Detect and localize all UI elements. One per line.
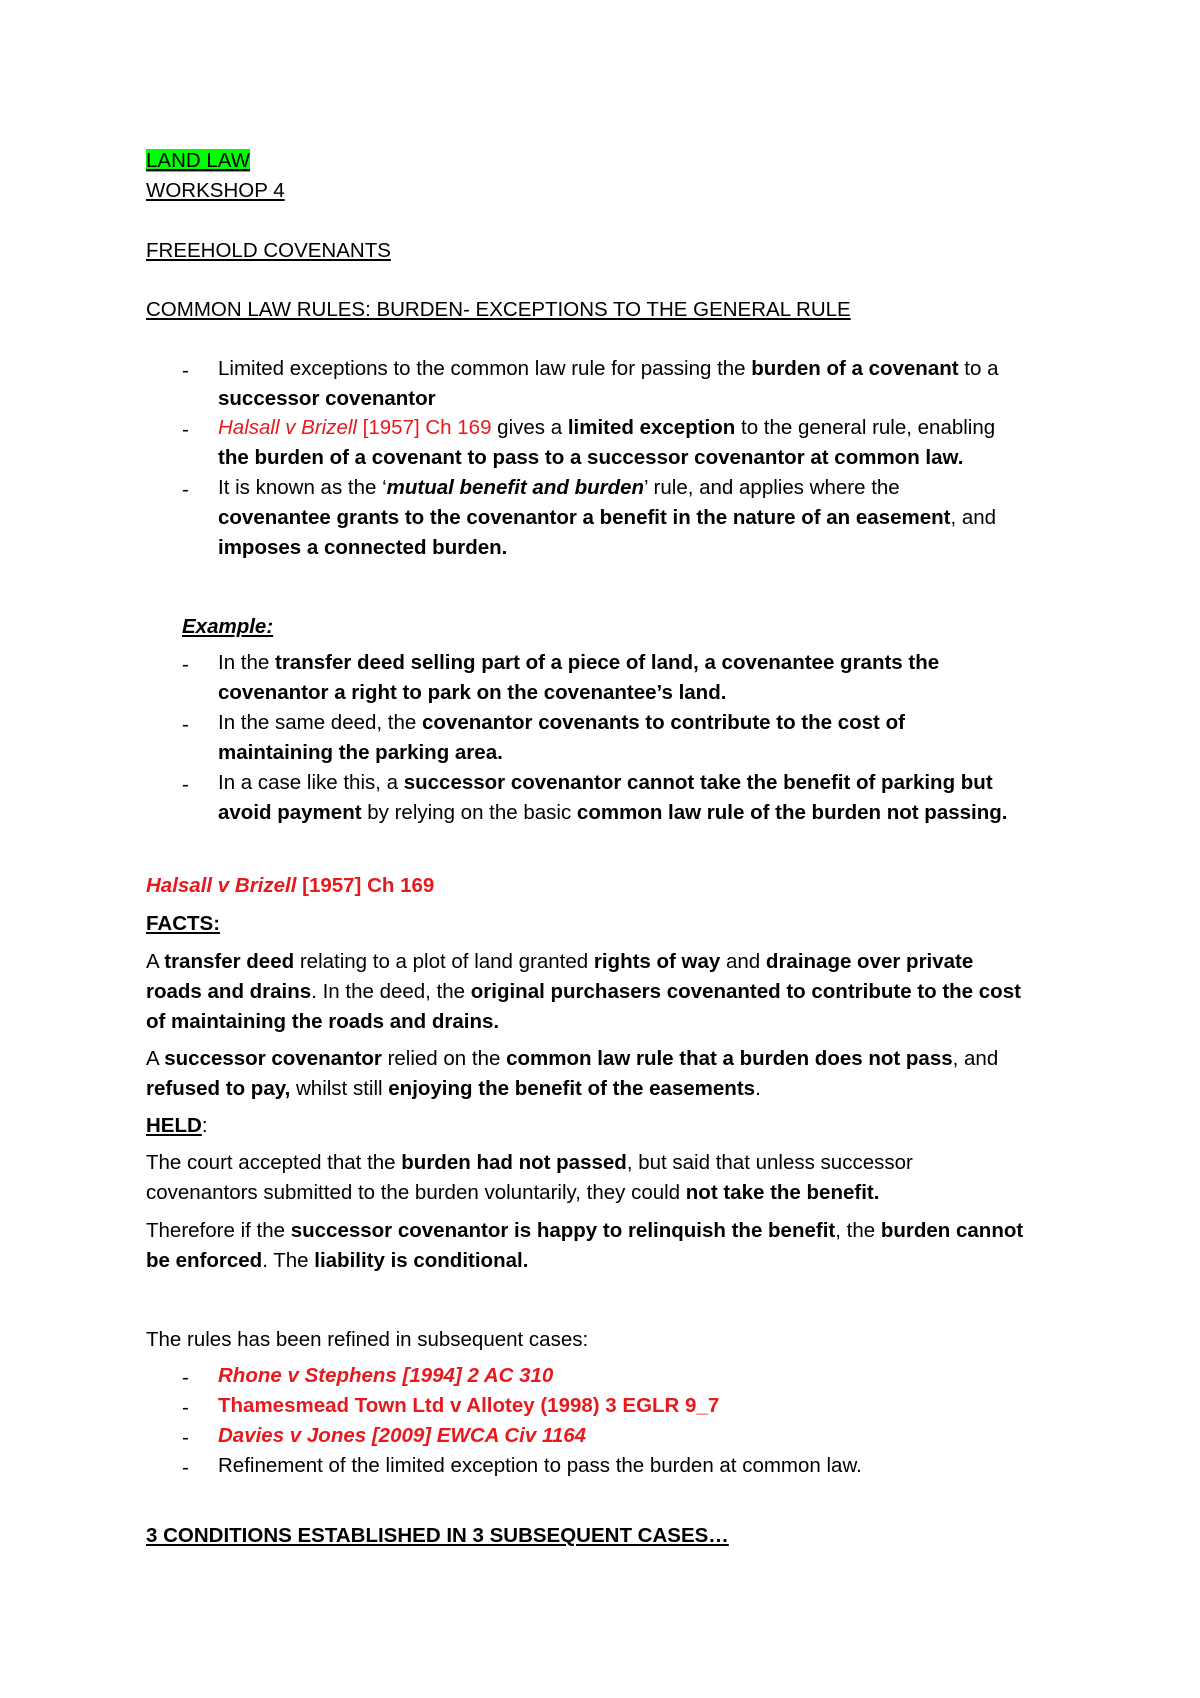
text-run: burden cannot bbox=[880, 1219, 1024, 1242]
text-run: liability is conditional. bbox=[314, 1249, 529, 1272]
held-text: HELD bbox=[146, 1114, 202, 1137]
example-bullet-3-line-1 bbox=[218, 773, 993, 794]
section-heading bbox=[146, 300, 851, 321]
text-run: burden had not passed bbox=[401, 1151, 627, 1174]
text-run: whilst still bbox=[290, 1077, 389, 1100]
intro-bullet-3-line-2 bbox=[218, 508, 996, 529]
held-p2-line-2 bbox=[146, 1251, 528, 1272]
refinement-note: Refinement of the limited exception to pass the burden at common law. bbox=[218, 1454, 862, 1477]
text-run: limited exception bbox=[567, 416, 736, 439]
example-bullet-1-line-1 bbox=[218, 653, 939, 674]
case-list-item: Rhone v Stephens [1994] 2 AC 310 bbox=[218, 1364, 554, 1387]
facts-p1-line-1 bbox=[146, 952, 973, 973]
text-run: . bbox=[755, 1077, 761, 1100]
bullet-dash: - bbox=[182, 1396, 189, 1419]
text-run: be enforced bbox=[146, 1249, 263, 1272]
workshop-text: WORKSHOP 4 bbox=[146, 179, 285, 202]
held-label bbox=[146, 1116, 208, 1137]
bullet-dash: - bbox=[182, 773, 189, 796]
text-run: covenantors submitted to the burden voluntarily, they could bbox=[146, 1181, 686, 1204]
conditions-heading: 3 CONDITIONS ESTABLISHED IN 3 SUBSEQUENT CASES… bbox=[146, 1524, 729, 1547]
text-run: enjoying the benefit of the easements bbox=[388, 1077, 756, 1100]
text-run: covenantor covenants to contribute to the cost of bbox=[422, 711, 905, 734]
facts-p2-line-1 bbox=[146, 1049, 998, 1070]
case-name: Halsall v Brizell bbox=[218, 416, 357, 439]
text-run: avoid payment bbox=[218, 801, 362, 824]
intro-bullet-1-line-1 bbox=[218, 359, 998, 380]
text-run: drainage over private bbox=[765, 950, 974, 973]
text-run: to the general rule, enabling bbox=[735, 416, 996, 439]
workshop-label bbox=[146, 181, 285, 202]
bullet-dash: - bbox=[182, 1456, 189, 1479]
text-run: In the bbox=[218, 651, 275, 674]
text-run: common law rule of the burden not passing. bbox=[576, 801, 1008, 824]
text-run: . The bbox=[262, 1249, 315, 1272]
intro-bullet-2-line-2: the burden of a covenant to pass to a successor covenantor at common law. bbox=[218, 446, 964, 469]
facts-p2-line-2 bbox=[146, 1079, 761, 1100]
text-run: , the bbox=[835, 1219, 881, 1242]
text-run: In a case like this, a bbox=[218, 771, 404, 794]
example-bullet-2-line-1 bbox=[218, 713, 905, 734]
intro-bullet-1-line-2: successor covenantor bbox=[218, 387, 436, 410]
case-citation: [1957] Ch 169 bbox=[296, 874, 435, 897]
text-run: not take the benefit. bbox=[685, 1181, 880, 1204]
text-run: , but said that unless successor bbox=[626, 1151, 913, 1174]
text-run: mutual benefit and burden bbox=[386, 476, 645, 499]
refined-intro: The rules has been refined in subsequent cases: bbox=[146, 1328, 589, 1351]
text-run: by relying on the basic bbox=[361, 801, 577, 824]
topic-heading bbox=[146, 241, 391, 262]
text-run: successor covenantor cannot take the benefit of parking but bbox=[403, 771, 993, 794]
held-p1-line-1 bbox=[146, 1153, 913, 1174]
case-citation: [1957] Ch 169 bbox=[356, 416, 492, 439]
text-run: original purchasers covenanted to contribute to the cost bbox=[470, 980, 1021, 1003]
text-run: It is known as the ‘ bbox=[218, 476, 387, 499]
case-heading bbox=[146, 876, 434, 897]
text-run: transfer deed selling part of a piece of land, a covenantee grants the bbox=[275, 651, 940, 674]
topic-text: FREEHOLD COVENANTS bbox=[146, 239, 391, 262]
text-run: common law rule that a burden does not pass bbox=[506, 1047, 953, 1070]
text-run: successor covenantor is happy to relinquish the benefit bbox=[290, 1219, 836, 1242]
example-bullet-2-line-2: maintaining the parking area. bbox=[218, 741, 503, 764]
example-heading: Example: bbox=[182, 615, 274, 638]
intro-bullet-3-line-3: imposes a connected burden. bbox=[218, 536, 508, 559]
case-list-item: Davies v Jones [2009] EWCA Civ 1164 bbox=[218, 1424, 587, 1447]
facts-p1-line-2 bbox=[146, 982, 1021, 1003]
text-run: and bbox=[720, 950, 766, 973]
bullet-dash: - bbox=[182, 478, 189, 501]
example-bullet-3-line-2 bbox=[218, 803, 1007, 824]
text-run: covenantee grants to the covenantor a benefit in the nature of an easement bbox=[218, 506, 951, 529]
text-run: burden of a covenant bbox=[751, 357, 959, 380]
text-run: refused to pay, bbox=[146, 1077, 291, 1100]
bullet-dash: - bbox=[182, 713, 189, 736]
text-run: relating to a plot of land granted bbox=[294, 950, 594, 973]
title-text: LAND LAW bbox=[146, 149, 251, 172]
bullet-dash: - bbox=[182, 418, 189, 441]
bullet-dash: - bbox=[182, 653, 189, 676]
intro-bullet-2-line-1 bbox=[218, 418, 995, 439]
text-run: The court accepted that the bbox=[146, 1151, 402, 1174]
facts-p1-line-3: of maintaining the roads and drains. bbox=[146, 1010, 500, 1033]
text-run: . In the deed, the bbox=[311, 980, 471, 1003]
text-run: Therefore if the bbox=[146, 1219, 291, 1242]
document-title bbox=[146, 151, 250, 172]
facts-label: FACTS: bbox=[146, 912, 221, 935]
text-run: Limited exceptions to the common law rule for passing the bbox=[218, 357, 752, 380]
bullet-dash: - bbox=[182, 1426, 189, 1449]
held-p2-line-1 bbox=[146, 1221, 1023, 1242]
text-run: successor covenantor bbox=[164, 1047, 382, 1070]
text-run: : bbox=[201, 1114, 208, 1137]
case-list-item: Thamesmead Town Ltd v Allotey (1998) 3 EGLR 9_7 bbox=[218, 1394, 720, 1417]
text-run: In the same deed, the bbox=[218, 711, 422, 734]
case-name: Halsall v Brizell bbox=[146, 874, 297, 897]
example-bullet-1-line-2: covenantor a right to park on the covenantee’s land. bbox=[218, 681, 727, 704]
text-run: A bbox=[146, 1047, 165, 1070]
text-run: roads and drains bbox=[146, 980, 312, 1003]
text-run: relied on the bbox=[381, 1047, 507, 1070]
text-run: transfer deed bbox=[164, 950, 295, 973]
text-run: A bbox=[146, 950, 165, 973]
text-run: , and bbox=[952, 1047, 999, 1070]
section-text: COMMON LAW RULES: BURDEN- EXCEPTIONS TO THE GENERAL RULE bbox=[146, 298, 851, 321]
intro-bullet-3-line-1 bbox=[218, 478, 900, 499]
bullet-dash: - bbox=[182, 1366, 189, 1389]
text-run: to a bbox=[958, 357, 999, 380]
held-p1-line-2 bbox=[146, 1183, 879, 1204]
text-run: , and bbox=[950, 506, 997, 529]
text-run: rule, and applies where the bbox=[647, 476, 900, 499]
bullet-dash: - bbox=[182, 359, 189, 382]
text-run: ’ bbox=[644, 476, 648, 499]
text-run: rights of way bbox=[593, 950, 721, 973]
text-run: gives a bbox=[491, 416, 568, 439]
